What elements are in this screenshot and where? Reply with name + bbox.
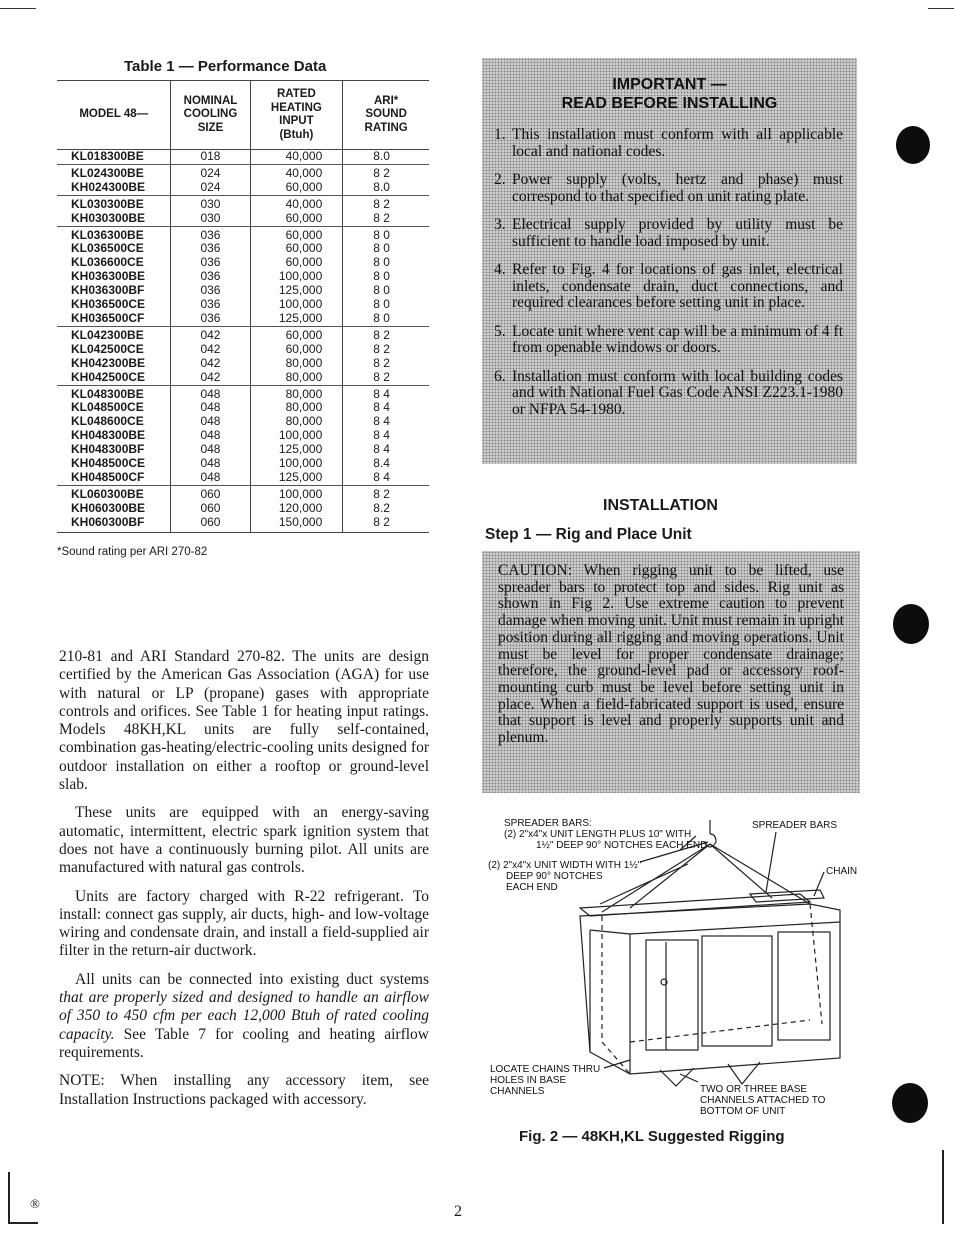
sound-rating-cell: 8 2: [343, 212, 429, 226]
label-line: DEEP 90° NOTCHES: [506, 871, 603, 882]
corner-bracket-base: [8, 1222, 38, 1224]
model-cell: KL018300BE: [71, 149, 144, 163]
table-row: [57, 270, 429, 284]
label-line: BOTTOM OF UNIT: [700, 1106, 786, 1117]
important-item-number: 3.: [494, 216, 506, 233]
cooling-size-cell: 048: [171, 415, 250, 429]
model-cell: KL060300BE: [57, 485, 171, 501]
sound-rating-cell: 8.4: [343, 457, 429, 471]
heating-input-cell: 125,000: [250, 443, 343, 457]
installation-heading: INSTALLATION: [603, 497, 718, 514]
model-cell: KL030300BE: [57, 195, 171, 211]
model-cell: KH036300BF: [71, 283, 145, 298]
table-row: [57, 385, 429, 401]
heating-input-cell: 40,000: [250, 150, 343, 165]
sound-rating-cell: 8 2: [343, 326, 429, 342]
label-line: CHANNELS ATTACHED TO: [700, 1095, 826, 1106]
table-row: [57, 502, 429, 516]
top-left-rule: [0, 8, 36, 9]
table-row: [57, 298, 429, 312]
sound-rating-cell: 8 0: [343, 270, 429, 284]
table-row: [57, 401, 429, 415]
table-row: [57, 284, 429, 298]
sound-rating-cell: 8.0: [343, 150, 429, 165]
cooling-size-cell: 024: [171, 181, 250, 195]
heating-input-cell: 125,000: [250, 312, 343, 326]
sound-rating-cell: 8 0: [343, 256, 429, 270]
important-item: [482, 127, 843, 160]
sound-rating-cell: 8 4: [343, 401, 429, 415]
label-line: (2) 2"x4"x UNIT WIDTH WITH 1½": [488, 860, 642, 871]
cooling-size-cell: 060: [171, 485, 250, 501]
sound-rating-cell: 8 0: [343, 312, 429, 326]
heating-input-cell: 80,000: [250, 415, 343, 429]
cooling-size-cell: 060: [171, 516, 250, 532]
table-footnote: *Sound rating per ARI 270-82: [57, 546, 208, 558]
body-paragraph: These units are equipped with an energy-saving automatic, intermittent, electric spark ignition system that does not have a continuously burning pilot. All units are manufactured with natural gas controls.: [59, 804, 429, 877]
cooling-size-cell: 036: [171, 298, 250, 312]
important-box: [482, 58, 857, 464]
table-row: [57, 357, 429, 371]
important-item: [482, 172, 843, 205]
sound-rating-cell: 8 2: [343, 343, 429, 357]
sound-rating-cell: 8 2: [343, 485, 429, 501]
important-list: [482, 127, 857, 418]
step-heading: Step 1 — Rig and Place Unit: [485, 526, 692, 543]
model-cell: KL036300BE: [57, 226, 171, 242]
label-line: SPREADER BARS:: [504, 818, 592, 829]
cooling-size-cell: 042: [171, 371, 250, 385]
cooling-size-cell: 048: [171, 443, 250, 457]
model-cell: KH042500CE: [71, 369, 146, 384]
model-cell: KL048600CE: [71, 414, 144, 429]
spreader-bars-label-left: [504, 818, 707, 851]
model-cell: KL048500CE: [71, 400, 144, 415]
table-row: [57, 150, 429, 165]
label-line: TWO OR THREE BASE: [700, 1084, 808, 1095]
cooling-size-cell: 048: [171, 457, 250, 471]
label-line: HOLES IN BASE: [490, 1075, 567, 1086]
sound-rating-cell: 8 0: [343, 226, 429, 242]
cooling-size-cell: 036: [171, 242, 250, 256]
caution-box: [482, 551, 860, 793]
cooling-size-cell: 036: [171, 312, 250, 326]
important-item-number: 2.: [494, 171, 506, 188]
punch-hole-marker: [892, 1083, 928, 1123]
spreader-bars-label-left-2: [488, 860, 641, 893]
model-cell: KH036300BE: [71, 269, 146, 284]
right-edge-rule: [942, 1150, 944, 1224]
header-sound: ARI* SOUND RATING: [343, 81, 429, 150]
cooling-size-cell: 060: [171, 502, 250, 516]
cooling-size-cell: 030: [171, 212, 250, 226]
cooling-size-cell: 042: [171, 343, 250, 357]
model-cell: KL042500CE: [71, 341, 144, 356]
sound-rating-cell: 8.2: [343, 502, 429, 516]
cooling-size-cell: 042: [171, 326, 250, 342]
body-italic-span: that are properly sized and designed to handle an airflow of 350 to 450 cfm per each 12,000 Btuh of rated cooling capacity.: [59, 989, 429, 1043]
heating-input-cell: 100,000: [250, 298, 343, 312]
top-right-rule: [928, 8, 954, 9]
model-cell: KH048300BF: [71, 442, 145, 457]
heating-input-cell: 125,000: [250, 284, 343, 298]
body-paragraph: [59, 971, 429, 1062]
important-item: [482, 262, 843, 312]
cooling-size-cell: 036: [171, 284, 250, 298]
heating-input-cell: 40,000: [250, 164, 343, 180]
label-line: EACH END: [506, 882, 558, 893]
sound-rating-cell: 8 4: [343, 429, 429, 443]
spreader-bars-label-right: SPREADER BARS: [752, 820, 838, 831]
heating-input-cell: 80,000: [250, 401, 343, 415]
heating-input-cell: 60,000: [250, 181, 343, 195]
heating-input-cell: 60,000: [250, 326, 343, 342]
heating-input-cell: 150,000: [250, 516, 343, 532]
cooling-size-cell: 048: [171, 385, 250, 401]
sound-rating-cell: 8 2: [343, 164, 429, 180]
table-body: [57, 150, 429, 533]
heating-input-cell: 100,000: [250, 429, 343, 443]
table-row: [57, 429, 429, 443]
header-cooling: NOMINAL COOLING SIZE: [171, 81, 250, 150]
table-row: [57, 242, 429, 256]
label-line: CHANNELS: [490, 1086, 545, 1097]
model-cell: KL048300BE: [57, 385, 171, 401]
corner-bracket: [8, 1172, 10, 1224]
body-paragraph: Units are factory charged with R-22 refrigerant. To install: connect gas supply, air ducts, high- and low-voltage wiring and condensate drain, and install a field-supplied air filter in the return-air ductwork.: [59, 887, 429, 960]
punch-hole-marker: [893, 604, 929, 644]
important-item: [482, 217, 843, 250]
body-text: [59, 648, 429, 1109]
base-channels-label: [700, 1084, 825, 1117]
model-cell: KH060300BF: [57, 516, 171, 532]
table-header-row: [57, 81, 429, 150]
chain-label: CHAIN: [826, 866, 858, 877]
table-row: [57, 343, 429, 357]
heating-input-cell: 60,000: [250, 242, 343, 256]
sound-rating-cell: 8.0: [343, 181, 429, 195]
cooling-size-cell: 024: [171, 164, 250, 180]
cooling-size-cell: 048: [171, 429, 250, 443]
important-item-text: Installation must conform with local building codes and with National Fuel Gas Code ANSI Z223.1-1980 or NFPA 54-1980.: [512, 367, 843, 418]
sound-rating-cell: 8 4: [343, 415, 429, 429]
table-row: [57, 164, 429, 180]
body-text-span: All units can be connected into existing duct systems: [75, 970, 429, 988]
heating-input-cell: 80,000: [250, 371, 343, 385]
punch-hole-marker: [896, 126, 930, 164]
table-row: [57, 256, 429, 270]
table-row: [57, 443, 429, 457]
model-cell: KH036500CF: [71, 310, 145, 325]
table-row: [57, 471, 429, 485]
sound-rating-cell: 8 2: [343, 357, 429, 371]
important-title: [482, 75, 857, 113]
label-line: (2) 2"x4"x UNIT LENGTH PLUS 10" WITH: [504, 829, 692, 840]
sound-rating-cell: 8 2: [343, 195, 429, 211]
model-cell: KH048300BE: [71, 428, 146, 443]
model-cell: KH048500CF: [71, 469, 145, 484]
table-row: [57, 212, 429, 226]
important-item-number: 5.: [494, 322, 506, 340]
table-row: [57, 312, 429, 326]
cooling-size-cell: 036: [171, 226, 250, 242]
table-row: [57, 195, 429, 211]
model-cell: KH036500CE: [71, 297, 146, 312]
important-item: [482, 369, 843, 419]
cooling-size-cell: 036: [171, 270, 250, 284]
important-item-text: Refer to Fig. 4 for locations of gas inlet, electrical inlets, condensate drain, duct connections, and required clearances before setting unit in place.: [512, 261, 843, 311]
important-title-line: IMPORTANT —: [612, 76, 727, 93]
sound-rating-cell: 8 2: [343, 371, 429, 385]
important-item: [482, 324, 843, 357]
label-line: 1½" DEEP 90° NOTCHES EACH END: [536, 840, 708, 851]
heating-input-cell: 100,000: [250, 270, 343, 284]
heating-input-cell: 40,000: [250, 195, 343, 211]
label-line: LOCATE CHAINS THRU: [490, 1064, 601, 1075]
heating-input-cell: 80,000: [250, 357, 343, 371]
cooling-size-cell: 030: [171, 195, 250, 211]
important-item-number: 6.: [494, 367, 506, 385]
table-title: Table 1 — Performance Data: [124, 58, 327, 75]
body-paragraph: 210-81 and ARI Standard 270-82. The units are design certified by the American Gas Association (AGA) for use with natural or LP (propane) gases with appropriate controls and orifices. See Table 1 for heating input ratings. Models 48KH,KL units are fully self-contained, combination gas-heating/electric-cooling units designed for outdoor installation on either a rooftop or ground-level slab.: [59, 648, 429, 794]
heating-input-cell: 100,000: [250, 485, 343, 501]
sound-rating-cell: 8 0: [343, 242, 429, 256]
header-model: MODEL 48—: [57, 81, 171, 150]
important-item-text: This installation must conform with all applicable local and national codes.: [512, 126, 843, 160]
model-cell: KH060300BE: [71, 500, 146, 515]
table-row: [57, 326, 429, 342]
table-row: [57, 226, 429, 242]
model-cell: KH024300BE: [71, 179, 146, 194]
important-title-line: READ BEFORE INSTALLING: [561, 95, 778, 112]
table-row: [57, 415, 429, 429]
cooling-size-cell: 018: [171, 150, 250, 165]
model-cell: KL036500CE: [71, 241, 144, 256]
heating-input-cell: 125,000: [250, 471, 343, 485]
heating-input-cell: 60,000: [250, 256, 343, 270]
rigging-figure: [480, 812, 870, 1122]
heating-input-cell: 100,000: [250, 457, 343, 471]
header-heating: RATED HEATING INPUT (Btuh): [250, 81, 343, 150]
important-item-text: Power supply (volts, hertz and phase) must correspond to that specified on unit rating plate.: [512, 171, 843, 205]
model-cell: KL036600CE: [71, 255, 144, 270]
model-cell: KL024300BE: [57, 164, 171, 180]
sound-rating-cell: 8 0: [343, 284, 429, 298]
registered-mark: ®: [30, 1196, 40, 1211]
page-number: 2: [454, 1203, 462, 1220]
cooling-size-cell: 048: [171, 471, 250, 485]
body-note: NOTE: When installing any accessory item, see Installation Instructions packaged with accessory.: [59, 1072, 429, 1108]
cooling-size-cell: 048: [171, 401, 250, 415]
cooling-size-cell: 036: [171, 256, 250, 270]
table-row: [57, 371, 429, 385]
figure-caption: Fig. 2 — 48KH,KL Suggested Rigging: [519, 1128, 785, 1145]
cooling-size-cell: 042: [171, 357, 250, 371]
important-item-text: Locate unit where vent cap will be a minimum of 4 ft from openable windows or doors.: [512, 322, 843, 356]
sound-rating-cell: 8 4: [343, 471, 429, 485]
locate-chains-label: [490, 1064, 600, 1097]
important-item-text: Electrical supply provided by utility must be sufficient to handle load imposed by unit.: [512, 216, 843, 250]
important-item-number: 1.: [494, 126, 506, 143]
table-row: [57, 181, 429, 195]
important-item-number: 4.: [494, 261, 506, 278]
performance-table: [57, 80, 429, 533]
model-cell: KH042300BE: [71, 355, 146, 370]
body-text-span: See Table 7 for cooling and heating airflow requirements.: [59, 1025, 429, 1061]
heating-input-cell: 80,000: [250, 385, 343, 401]
sound-rating-cell: 8 4: [343, 385, 429, 401]
heating-input-cell: 60,000: [250, 212, 343, 226]
model-cell: KH030300BE: [71, 210, 146, 225]
table-row: [57, 516, 429, 532]
heating-input-cell: 120,000: [250, 502, 343, 516]
heating-input-cell: 60,000: [250, 343, 343, 357]
model-cell: KH048500CE: [71, 456, 146, 471]
caution-text: CAUTION: When rigging unit to be lifted, use spreader bars to protect top and sides. Rig unit as shown in Fig 2. Use extreme caution to prevent damage when moving unit. Unit must remain in upright position during all rigging and moving operations. Unit must be level for proper condensate drainage; therefore, the ground-level pad or accessory roof-mounting curb must be level before setting unit in place. When a field-fabricated support is used, ensure that support is level and properly supports unit and plenum.: [498, 562, 844, 747]
table-row: [57, 485, 429, 501]
sound-rating-cell: 8 0: [343, 298, 429, 312]
sound-rating-cell: 8 2: [343, 516, 429, 532]
heating-input-cell: 60,000: [250, 226, 343, 242]
model-cell: KL042300BE: [57, 326, 171, 342]
table-row: [57, 457, 429, 471]
sound-rating-cell: 8 4: [343, 443, 429, 457]
